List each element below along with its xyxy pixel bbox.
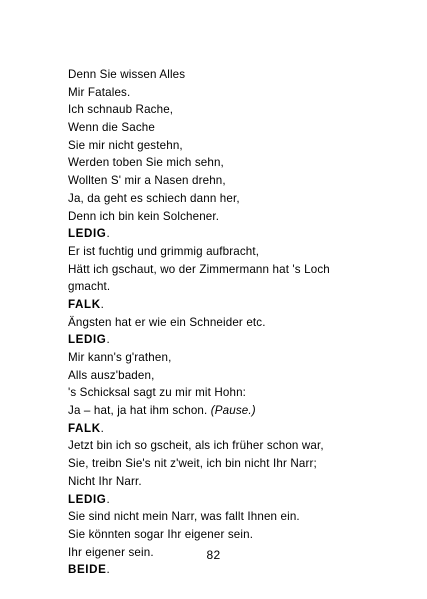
verse-line: Werden toben Sie mich sehn,: [68, 156, 224, 170]
verse-line: Denn ich bin kein Solchener.: [68, 209, 220, 223]
verse-text: Ja – hat, ja hat ihm schon.: [68, 404, 211, 418]
speaker-punct: .: [100, 297, 105, 311]
speaker-heading: [68, 561, 408, 579]
verse-line: Sie könnten sogar Ihr eigener sein.: [68, 527, 254, 541]
speaker-punct: .: [106, 492, 110, 506]
speaker-name: FALK: [68, 297, 101, 311]
page-number: 82: [206, 548, 221, 562]
verse-line: Jetzt bin ich so gscheit, als ich früher schon war,: [68, 439, 324, 453]
verse-line: Nicht Ihr Narr.: [68, 474, 142, 488]
verse-line: Wenn die Sache: [68, 121, 155, 135]
verse-line: Ja, da geht es schiech dann her,: [68, 191, 240, 205]
text-block: [68, 66, 408, 579]
speaker-heading: [68, 296, 408, 314]
speaker-punct: .: [106, 563, 110, 577]
verse-line: [68, 402, 408, 420]
verse-line: Ihr eigener sein.: [68, 545, 154, 559]
speaker-punct: .: [106, 333, 110, 347]
stage-direction: (Pause.): [210, 404, 256, 418]
verse-line: Hätt ich gschaut, wo der Zimmermann hat 's Loch: [68, 262, 330, 276]
verse-line: 's Schicksal sagt zu mir mit Hohn:: [68, 386, 247, 400]
verse-line: Mir Fatales.: [68, 85, 131, 99]
speaker-heading: [68, 331, 408, 349]
speaker-name: LEDIG: [68, 227, 107, 241]
speaker-name: BEIDE: [68, 563, 107, 577]
speaker-heading: [68, 491, 408, 509]
verse-line: Wollten S' mir a Nasen drehn,: [68, 174, 226, 188]
speaker-name: LEDIG: [68, 333, 107, 347]
verse-line: Ich schnaub Rache,: [68, 103, 174, 117]
verse-line: gmacht.: [68, 280, 111, 294]
speaker-punct: .: [100, 421, 105, 435]
speaker-name: LEDIG: [68, 492, 107, 506]
verse-line: Mir kann's g'rathen,: [68, 351, 172, 364]
speaker-heading: [68, 225, 408, 243]
verse-line: Sie sind nicht mein Narr, was fallt Ihnen ein.: [68, 510, 300, 524]
speaker-heading: [68, 420, 408, 438]
verse-line: Sie mir nicht gestehn,: [68, 138, 183, 152]
speaker-punct: .: [106, 227, 110, 241]
verse-line: Ängsten hat er wie ein Schneider etc.: [68, 315, 266, 329]
verse-line: Er ist fuchtig und grimmig aufbracht,: [68, 244, 260, 258]
speaker-name: FALK: [68, 421, 101, 435]
verse-line: Sie, treibn Sie's nit z'weit, ich bin nicht Ihr Narr;: [68, 457, 317, 471]
verse-line: Alls ausz'baden,: [68, 368, 155, 382]
verse-line: Denn Sie wissen Alles: [68, 68, 186, 81]
